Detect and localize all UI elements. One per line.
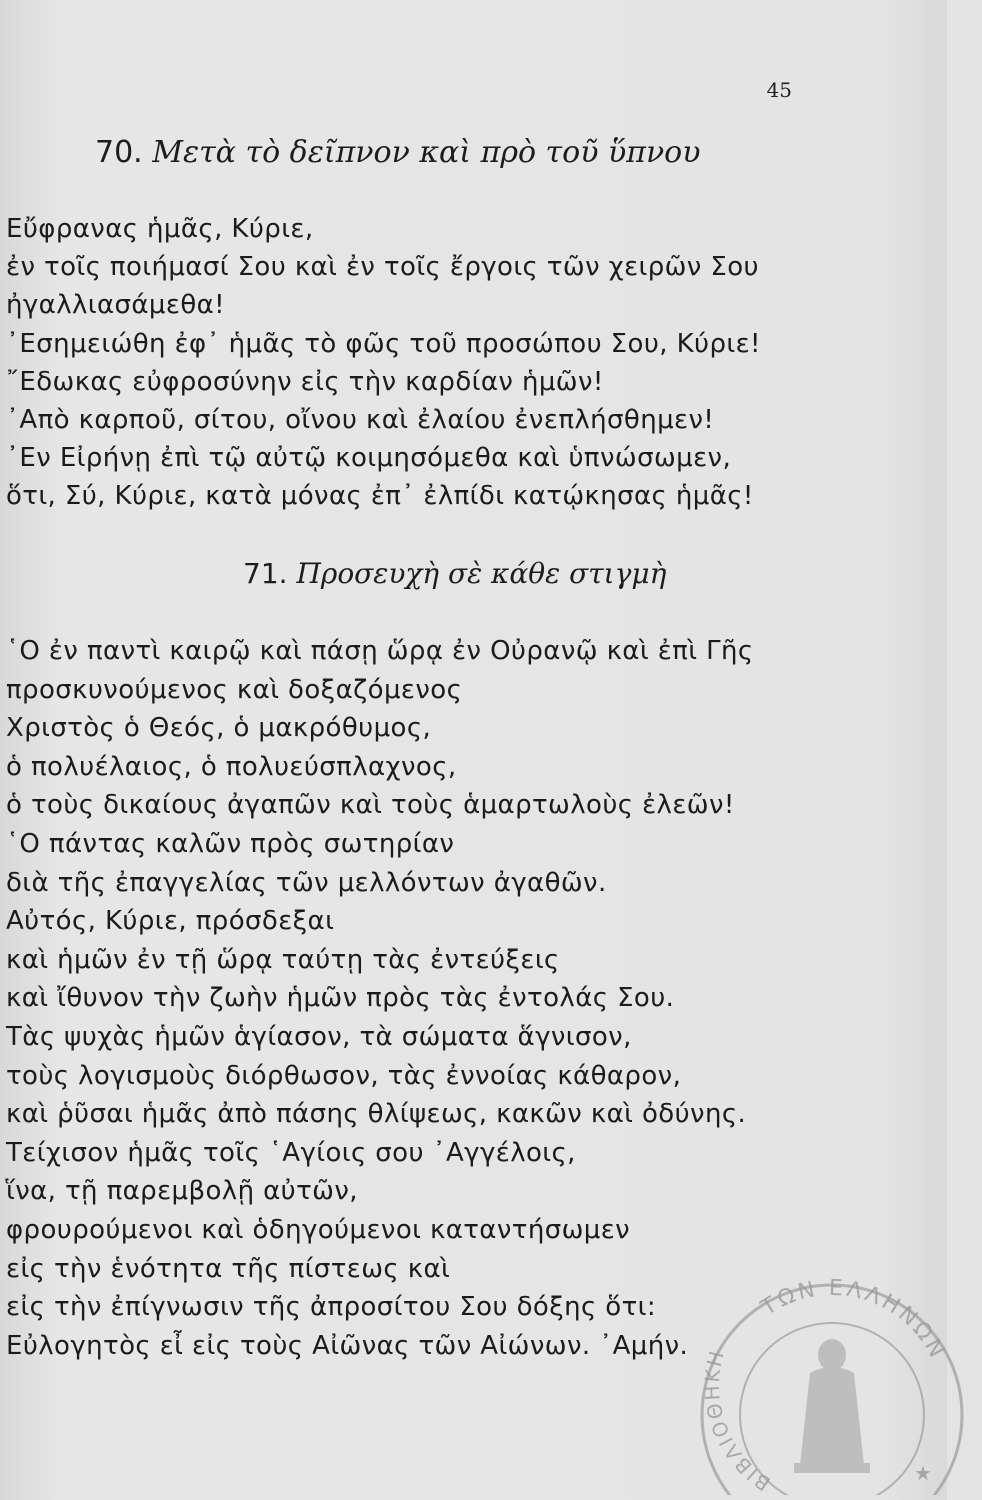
text-line: ἐν τοῖς ποιήμασί Σου καὶ ἐν τοῖς ἔργοις τῶν χειρῶν Σου [6, 252, 759, 283]
stamp-figure-icon [794, 1339, 870, 1473]
text-line: καὶ ἡμῶν ἐν τῇ ὥρᾳ ταύτῃ τὰς ἐντεύξεις [6, 944, 560, 975]
text-line: Τὰς ψυχὰς ἡμῶν ἁγίασον, τὰ σώματα ἅγνισον, [6, 1021, 632, 1052]
text-line: ἠγαλλιασάμεθα! [6, 290, 225, 321]
section-71-title: Προσευχὴ σὲ κάθε στιγμὴ [296, 557, 667, 590]
text-line: ἵνα, τῇ παρεμβολῇ αὐτῶν, [6, 1176, 358, 1207]
text-line: Εὔφρανας ἡμᾶς, Κύριε, [6, 214, 314, 244]
section-71-text [6, 632, 754, 1365]
text-line: ὁ πολυέλαιος, ὁ πολυεύσπλαχνος, [6, 751, 457, 782]
section-71-number: 71. [243, 557, 288, 590]
section-71-heading [243, 557, 666, 590]
text-line: Εὐλογητὸς εἶ εἰς τοὺς Αἰῶνας τῶν Αἰώνων. ᾽Αμήν. [6, 1330, 689, 1361]
stamp-text-top: ΤΩΝ ΕΛΛΗΝΩΝ [757, 1275, 951, 1365]
section-70-heading [95, 135, 700, 170]
text-line: ῎Εδωκας εὐφροσύνην εἰς τὴν καρδίαν ἡμῶν! [6, 366, 604, 397]
text-line: προσκυνούμενος καὶ δοξαζόμενος [6, 674, 463, 705]
text-line: Αὐτός, Κύριε, πρόσδεξαι [6, 906, 335, 937]
text-line: καὶ ἴθυνον τὴν ζωὴν ἡμῶν πρὸς τὰς ἐντολάς Σου. [6, 983, 675, 1014]
text-line: ὅτι, Σύ, Κύριε, κατὰ μόνας ἐπ᾽ ἐλπίδι κατῴκησας ἡμᾶς! [6, 481, 754, 512]
text-line: ὁ τοὺς δικαίους ἀγαπῶν καὶ τοὺς ἁμαρτωλοὺς ἐλεῶν! [6, 790, 735, 821]
text-line: εἰς τὴν ἐπίγνωσιν τῆς ἀπροσίτου Σου δόξης ὅτι: [6, 1292, 657, 1323]
text-line: ᾽Εσημειώθη ἐφ᾽ ἡμᾶς τὸ φῶς τοῦ προσώπου Σου, Κύριε! [6, 328, 761, 359]
stamp-star-icon: ★ [914, 1461, 932, 1485]
svg-text:ΒΙΒΛΙΟΘΗΚΗ [700, 1347, 775, 1495]
text-line: Τείχισον ἡμᾶς τοῖς ῾Αγίοις σου ᾽Αγγέλοις, [6, 1137, 576, 1168]
text-line: Χριστὸς ὁ Θεός, ὁ μακρόθυμος, [6, 713, 432, 744]
text-line: ᾽Εν Εἰρήνῃ ἐπὶ τῷ αὐτῷ κοιμησόμεθα καὶ ὑπνώσωμεν, [6, 443, 732, 474]
text-line: ᾽Απὸ καρποῦ, σίτου, οἴνου καὶ ἐλαίου ἐνεπλήσθημεν! [6, 405, 715, 436]
text-line: διὰ τῆς ἐπαγγελίας τῶν μελλόντων ἀγαθῶν. [6, 867, 607, 898]
text-line: εἰς τὴν ἑνότητα τῆς πίστεως καὶ [6, 1253, 451, 1284]
library-stamp [682, 1265, 982, 1495]
stamp-text-left: ΒΙΒΛΙΟΘΗΚΗ [699, 1346, 775, 1495]
text-line: ῾Ο πάντας καλῶν πρὸς σωτηρίαν [6, 828, 455, 859]
text-line: τοὺς λογισμοὺς διόρθωσον, τὰς ἐννοίας κάθαρον, [6, 1060, 682, 1091]
text-line: καὶ ῥῦσαι ἡμᾶς ἀπὸ πάσης θλίψεως, κακῶν καὶ ὀδύνης. [6, 1099, 747, 1130]
section-70-text [6, 210, 761, 516]
text-line: ῾Ο ἐν παντὶ καιρῷ καὶ πάσῃ ὥρᾳ ἐν Οὐρανῷ καὶ ἐπὶ Γῆς [6, 636, 754, 666]
page-number: 45 [766, 78, 792, 102]
text-line: φρουρούμενοι καὶ ὁδηγούμενοι καταντήσωμεν [6, 1214, 631, 1245]
section-70-title: Μετὰ τὸ δεῖπνον καὶ πρὸ τοῦ ὕπνου [152, 135, 701, 170]
section-70-number: 70. [95, 135, 143, 170]
